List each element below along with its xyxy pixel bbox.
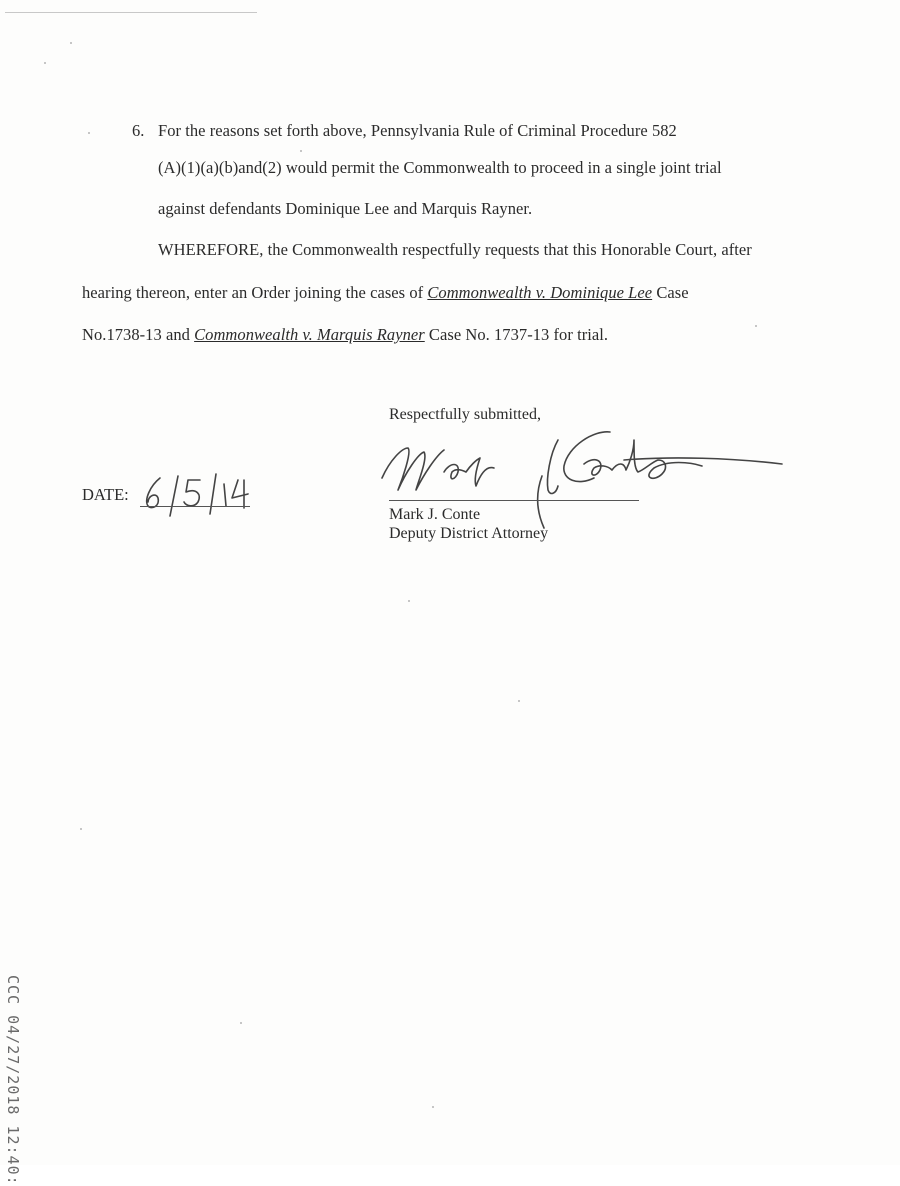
paragraph-6-number: 6. xyxy=(132,121,145,140)
wherefore-line-1: WHEREFORE, the Commonwealth respectfully requests that this Honorable Court, after xyxy=(158,240,752,259)
wherefore-line-3 xyxy=(82,325,608,345)
closing-text: Respectfully submitted, xyxy=(389,406,541,423)
case-2-name: Commonwealth v. Marquis Rayner xyxy=(194,325,425,344)
case-1-name: Commonwealth v. Dominique Lee xyxy=(427,283,653,302)
paragraph-6-line-2: (A)(1)(a)(b)and(2) would permit the Commonwealth to proceed in a single joint trial xyxy=(158,158,722,177)
scan-speck xyxy=(88,132,90,134)
date-label: DATE: xyxy=(82,485,129,504)
scan-artifact-line xyxy=(5,12,257,13)
signer-title: Deputy District Attorney xyxy=(389,525,549,542)
scan-speck xyxy=(80,828,82,830)
handwritten-date xyxy=(140,470,260,520)
date-line xyxy=(140,506,250,507)
wherefore-line-2-prefix: hearing thereon, enter an Order joining the cases of xyxy=(82,283,428,302)
scan-speck xyxy=(70,42,72,44)
scan-speck xyxy=(300,150,302,152)
scan-speck xyxy=(240,1022,242,1024)
wherefore-line-2 xyxy=(82,283,689,303)
scan-speck xyxy=(755,325,757,327)
scan-speck xyxy=(432,1106,434,1108)
scan-speck xyxy=(518,700,520,702)
filing-stamp: CCC 04/27/2018 12:40: xyxy=(4,975,22,1186)
signature-line xyxy=(389,500,639,501)
case-2-suffix: Case No. 1737-13 for trial. xyxy=(424,325,609,344)
case-1-suffix: Case xyxy=(652,283,689,302)
signer-name: Mark J. Conte xyxy=(389,506,481,523)
scan-speck xyxy=(408,600,410,602)
scan-speck xyxy=(44,62,46,64)
paragraph-6-line-3: against defendants Dominique Lee and Marquis Rayner. xyxy=(158,199,533,218)
paragraph-6-line-1: For the reasons set forth above, Pennsylvania Rule of Criminal Procedure 582 xyxy=(158,121,677,140)
wherefore-line-3-prefix: No.1738-13 and xyxy=(82,325,195,344)
